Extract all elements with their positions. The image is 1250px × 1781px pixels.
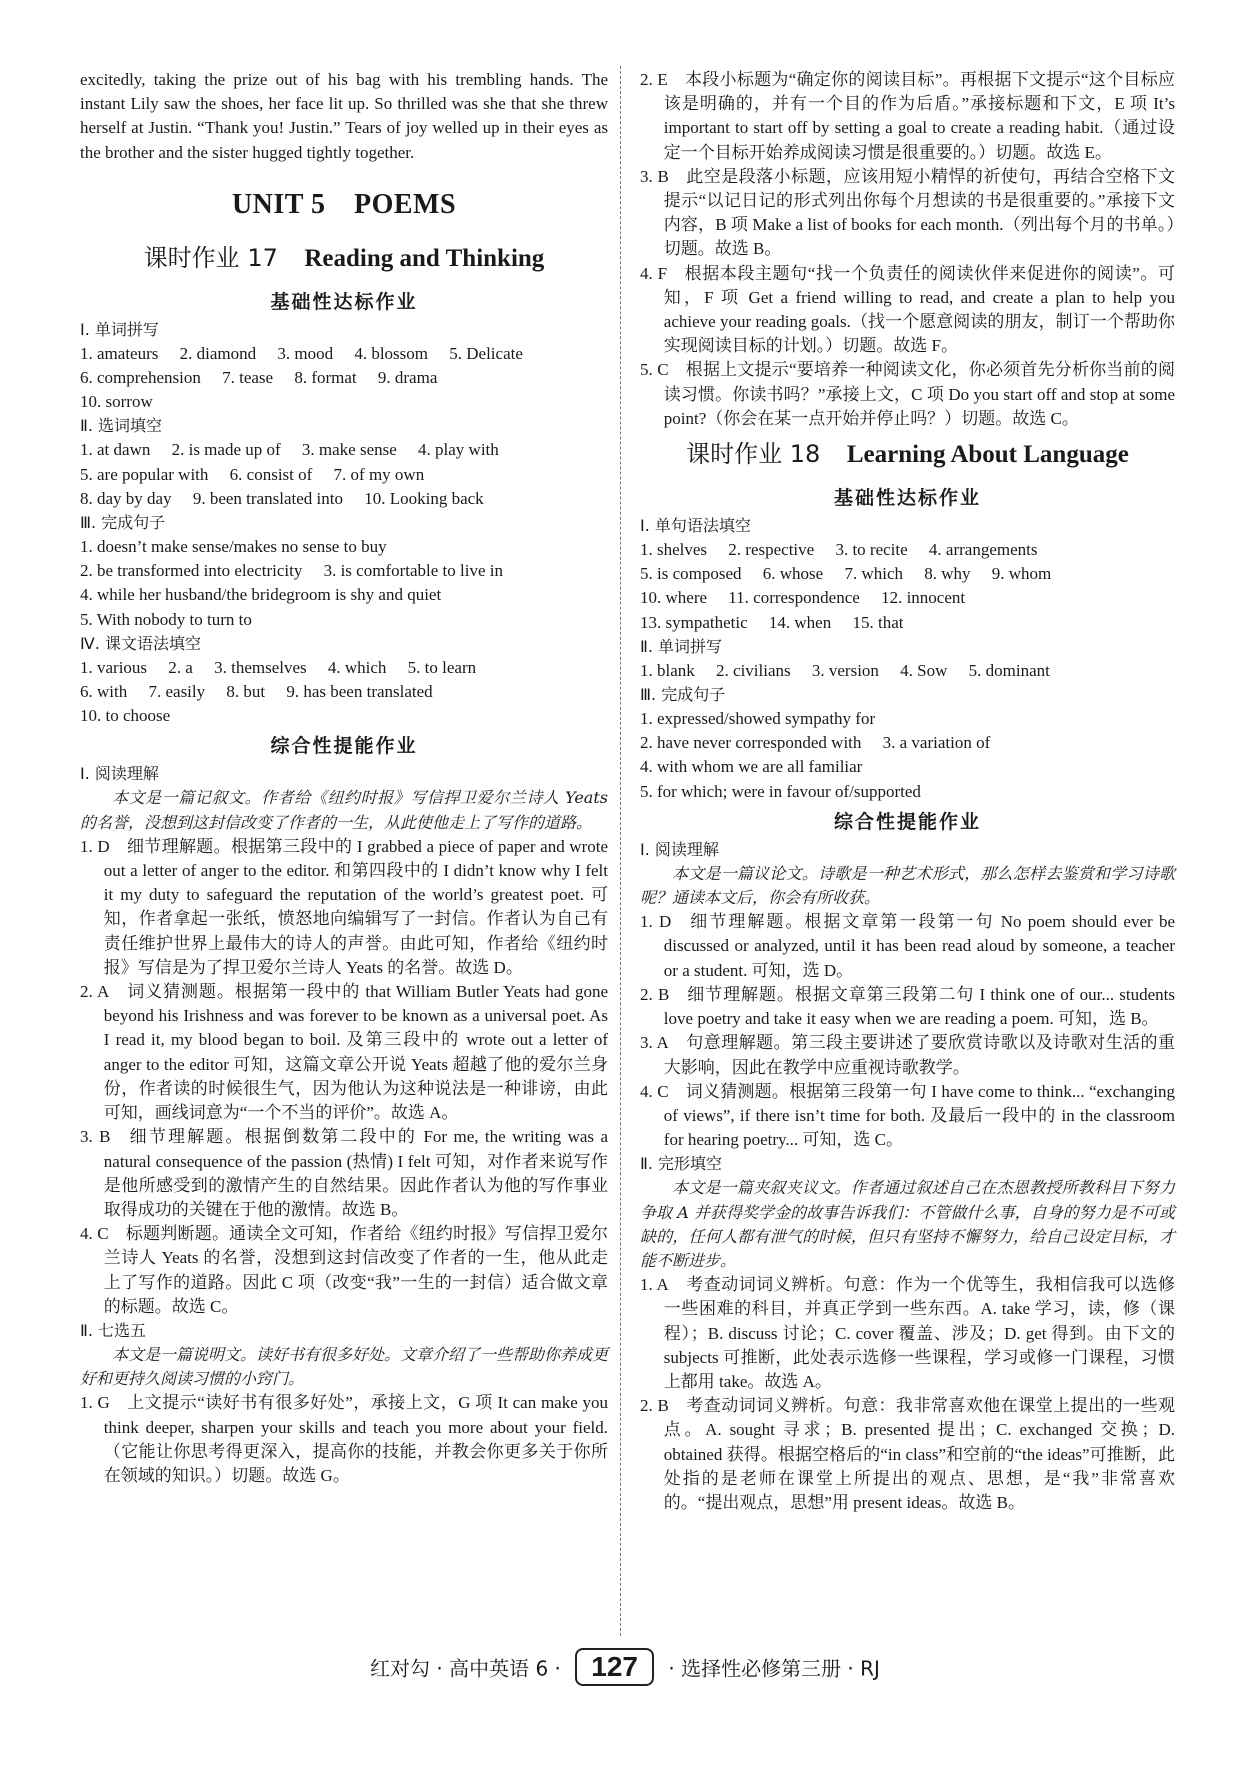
- answer-row: 5. are popular with 6. consist of 7. of my own: [80, 464, 425, 484]
- page-number: 127: [575, 1648, 654, 1686]
- answer-explanation: 5. C 根据上文提示“要培养一种阅读文化，你必须首先分析你当前的阅读习惯。你读书吗？”承接上文，C 项 Do you start off and stop at some point?（你会在某一点开始并停止吗？）切题。故选 C。: [640, 360, 1175, 428]
- answer-row: 5. is composed 6. whose 7. which 8. why 9. whom: [640, 564, 1052, 584]
- section-title: Ⅲ. 完成句子: [80, 513, 166, 533]
- answer-explanation: 1. A 考查动词词义辨析。句意：作为一个优等生，我相信我可以选修一些困难的科目，并真正学到一些东西。A. take 学习，读，修（课程）；B. discuss 讨论；C. cover 覆盖、涉及；D. get 得到。由下文的 subjects 可推断，此处表示选修一些课程，学习或修一门课程，习惯上都用 take。故选 A。: [640, 1275, 1175, 1391]
- right-column: [640, 68, 1175, 1515]
- passage-summary: 本文是一篇夹叙夹议文。作者通过叙述自己在杰恩教授所教科目下努力争取 A 并获得奖学金的故事告诉我们：不管做什么事，自身的努力是不可或缺的，任何人都有泄气的时候，但只有坚持不懈努力，给自己设定目标，才能不断进步。: [640, 1178, 1175, 1270]
- answer-row: 1. doesn’t make sense/makes no sense to buy: [80, 537, 387, 557]
- answer-row: 1. amateurs 2. diamond 3. mood 4. blossom 5. Delicate: [80, 343, 523, 363]
- answer-row: 4. while her husband/the bridegroom is shy and quiet: [80, 585, 442, 605]
- lesson-17-number: 课时作业 17: [143, 243, 278, 272]
- answer-row: 1. shelves 2. respective 3. to recite 4. arrangements: [640, 540, 1038, 560]
- answer-row: 2. be transformed into electricity 3. is comfortable to live in: [80, 561, 503, 581]
- answer-explanation: 3. A 句意理解题。第三段主要讲述了要欣赏诗歌以及诗歌对生活的重大影响，因此在教学中应重视诗歌教学。: [640, 1033, 1175, 1077]
- lesson-18-number: 课时作业 18: [686, 440, 821, 469]
- lesson-17-heading: [80, 241, 608, 276]
- page-footer: [0, 1648, 1250, 1688]
- answer-row: 10. where 11. correspondence 12. innocent: [640, 588, 966, 608]
- section-title: Ⅳ. 课文语法填空: [80, 633, 201, 653]
- answer-explanation: 2. B 考查动词词义辨析。句意：我非常喜欢他在课堂上提出的一些观点。A. sought 寻求；B. presented 提出；C. exchanged 交换；D. obtained 获得。根据空格后的“in class”和空前的“the ideas”可推断，此处指的是老师在课堂上所提出的观点、思想，是“我”非常喜欢的。“提出观点，思想”用 present ideas。故选 B。: [640, 1396, 1175, 1512]
- category-basic-heading: 基础性达标作业: [270, 290, 418, 313]
- story-ending-paragraph: excitedly, taking the prize out of his bag with his trembling hands. The instant Lily saw the shoes, her face lit up. So thrilled was she that she threw herself at Justin. “Thank you! Justin.” Tears of joy welled up in their eyes as the brother and the sister hugged tightly together.: [80, 70, 608, 162]
- answer-row: 5. for which; were in favour of/supported: [640, 781, 921, 801]
- section-title: Ⅱ. 完形填空: [640, 1154, 723, 1174]
- unit-title: UNIT 5 POEMS: [231, 188, 457, 220]
- answer-row: 1. various 2. a 3. themselves 4. which 5. to learn: [80, 657, 477, 677]
- answer-explanation: 4. C 词义猜测题。根据第三段第一句 I have come to think... “exchanging of views”, if there isn’t time for both. 及最后一段中的 in the classroom for hearing poetry... 可知，选 C。: [640, 1081, 1175, 1150]
- answer-explanation: 2. E 本段小标题为“确定你的阅读目标”。再根据下文提示“这个目标应该是明确的，并有一个目的作为后盾。”承接标题和下文，E 项 It’s important to start off by setting a goal to create a reading habit.（通过设定一个目标开始养成阅读习惯是很重要的。）切题。故选 E。: [640, 70, 1175, 162]
- answer-explanation: 3. B 细节理解题。根据倒数第二段中的 For me, the writing was a natural consequence of the passion (热情) I felt 可知，对作者来说写作是他所感受到的激情产生的自然结果。因此作者认为他的写作事业取得成功的关键在于他的激情。故选 B。: [80, 1127, 608, 1219]
- answer-row: 1. expressed/showed sympathy for: [640, 709, 876, 729]
- section-title: Ⅱ. 选词填空: [80, 416, 163, 436]
- section-title: Ⅰ. 单词拼写: [80, 319, 159, 339]
- answer-row: 8. day by day 9. been translated into 10. Looking back: [80, 488, 484, 508]
- answer-explanation: 2. B 细节理解题。根据文章第三段第二句 I think one of our... students love poetry and take it easy when we are reading a poem. 可知，选 B。: [640, 984, 1175, 1029]
- category-basic-heading: 基础性达标作业: [833, 487, 981, 510]
- answer-row: 5. With nobody to turn to: [80, 609, 252, 629]
- answer-explanation: 1. G 上文提示“读好书有很多好处”，承接上文，G 项 It can make you think deeper, sharpen your skills and teach you more about your field.（它能让你思考得更深入，提高你的技能，并教会你更多关于你所在领域的知识。）切题。故选 G。: [80, 1393, 608, 1485]
- answer-explanation: 3. B 此空是段落小标题，应该用短小精悍的祈使句，再结合空格下文提示“以记日记的形式列出你每个月想读的书是很重要的。”承接下文内容，B 项 Make a list of books for each month.（列出每个月的书单。）切题。故选 B。: [640, 166, 1175, 259]
- answer-explanation: 4. F 根据本段主题句“找一个负责任的阅读伙伴来促进你的阅读”。可知，F 项 Get a friend willing to read, and create a plan to help you achieve your reading goals.（找一个愿意阅读的朋友，制订一个帮助你实现阅读目标的计划。）切题。故选 F。: [640, 263, 1175, 356]
- answer-row: 2. have never corresponded with 3. a variation of: [640, 733, 991, 753]
- answer-row: 1. blank 2. civilians 3. version 4. Sow 5. dominant: [640, 660, 1050, 680]
- answer-row: 10. sorrow: [80, 392, 153, 412]
- footer-edition: · 选择性必修第三册 · RJ: [668, 1656, 880, 1681]
- section-title: Ⅰ. 单句语法填空: [640, 516, 751, 536]
- answer-explanation: 1. D 细节理解题。根据第三段中的 I grabbed a piece of paper and wrote out a letter of anger to the editor. 和第四段中的 I didn’t know why I felt it my duty to safeguard the reputation of the world’s greatest poet. 可知，作者拿起一张纸，愤怒地向编辑写了一封信。作者认为自己有责任维护世界上最伟大的诗人的声誉。由此可知，作者给《纽约时报》写信是为了捍卫爱尔兰诗人 Yeats 的名誉。故选 D。: [80, 836, 608, 977]
- section-title: Ⅲ. 完成句子: [640, 685, 726, 705]
- answer-row: 6. with 7. easily 8. but 9. has been translated: [80, 682, 433, 702]
- answer-row: 1. at dawn 2. is made up of 3. make sense 4. play with: [80, 440, 499, 460]
- section-title: Ⅱ. 七选五: [80, 1320, 147, 1340]
- answer-row: 10. to choose: [80, 706, 171, 726]
- answer-explanation: 4. C 标题判断题。通读全文可知，作者给《纽约时报》写信捍卫爱尔兰诗人 Yeats 的名誉，没想到这封信改变了作者的一生，他从此走上了写作的道路。因此 C 项（改变“我”一生的一封信）适合做文章的标题。故选 C。: [80, 1224, 608, 1316]
- answer-row: 4. with whom we are all familiar: [640, 757, 863, 777]
- answer-explanation: 2. A 词义猜测题。根据第一段中的 that William Butler Yeats had gone beyond his Irishness and was forever to be known as a universal poet. As I read it, my blood began to boil. 及第三段中的 wrote out a letter of anger to the editor 可知，这篇文章公开说 Yeats 超越了他的爱尔兰身份，作者读的时候很生气，因为他认为这种说法是一种诽谤，由此可知，画线词意为“一个不当的评价”。故选 A。: [80, 982, 608, 1123]
- footer-book-title: 红对勾 · 高中英语 6 ·: [370, 1656, 561, 1681]
- category-comprehensive-heading: 综合性提能作业: [270, 735, 418, 758]
- answer-row: 13. sympathetic 14. when 15. that: [640, 612, 904, 632]
- section-title: Ⅰ. 阅读理解: [80, 764, 159, 784]
- category-comprehensive-heading: 综合性提能作业: [833, 810, 981, 833]
- passage-summary: 本文是一篇说明文。读好书有很多好处。文章介绍了一些帮助你养成更好和更持久阅读习惯的小窍门。: [80, 1344, 609, 1389]
- answer-row: 6. comprehension 7. tease 8. format 9. drama: [80, 368, 438, 388]
- lesson-18-heading: [640, 437, 1175, 472]
- section-title: Ⅰ. 阅读理解: [640, 839, 719, 859]
- section-title: Ⅱ. 单词拼写: [640, 636, 723, 656]
- passage-summary: 本文是一篇议论文。诗歌是一种艺术形式，那么怎样去鉴赏和学习诗歌呢？通读本文后，你会有所收获。: [640, 863, 1175, 908]
- answer-explanation: 1. D 细节理解题。根据文章第一段第一句 No poem should ever be discussed or analyzed, until it has been read aloud by someone, a teacher or a student. 可知，选 D。: [640, 912, 1175, 980]
- column-divider: [620, 66, 621, 1636]
- lesson-17-title: Reading and Thinking: [304, 244, 545, 272]
- passage-summary: 本文是一篇记叙文。作者给《纽约时报》写信捍卫爱尔兰诗人 Yeats 的名誉，没想到这封信改变了作者的一生，从此使他走上了写作的道路。: [80, 788, 608, 832]
- lesson-18-title: Learning About Language: [846, 441, 1129, 469]
- left-column: [80, 68, 608, 1488]
